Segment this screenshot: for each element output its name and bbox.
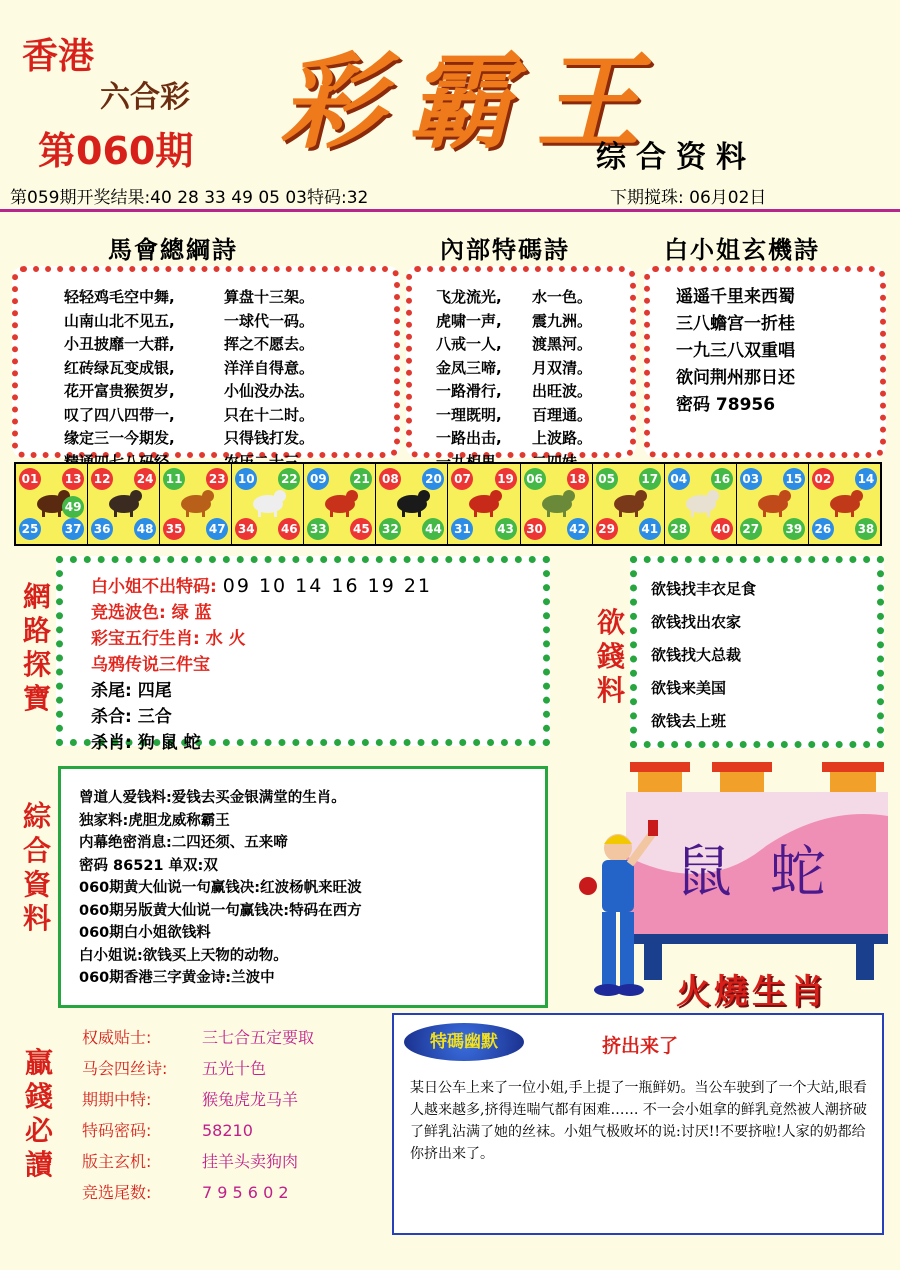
must-read-value: 猴兔虎龙马羊: [202, 1090, 299, 1109]
poem-second-half: 水一色。: [532, 288, 593, 306]
poem-line: [436, 333, 630, 357]
number-ball: 01: [19, 468, 41, 490]
number-ball: 16: [711, 468, 733, 490]
must-read-key: 权威贴士:: [82, 1028, 152, 1047]
poem-second-half: 一球代一码。: [224, 311, 315, 330]
must-read-row: [82, 1177, 382, 1208]
zodiac-cell: [665, 464, 737, 544]
board-zodiac-text: 鼠 蛇: [676, 840, 836, 905]
poem-second-half: 算盘十三架。: [224, 288, 315, 306]
money-box: [630, 556, 884, 748]
number-ball: 29: [596, 518, 618, 540]
number-ball: 02: [812, 468, 834, 490]
poem-first-half: 缘定三一今期发,: [64, 429, 175, 447]
number-ball: 26: [812, 518, 834, 540]
number-ball: 12: [91, 468, 113, 490]
money-lines: [651, 573, 877, 738]
number-ball: 04: [668, 468, 690, 490]
kill-tail-value: 四尾: [137, 681, 172, 701]
number-ball: 37: [62, 518, 84, 540]
poem-first-half: 一路出击,: [436, 429, 502, 447]
kill-zodiac-value: 狗 鼠 蛇: [137, 733, 201, 753]
poem-second-half: 月双清。: [532, 358, 593, 377]
must-read-label: 贏錢必讀: [24, 1046, 53, 1181]
zodiac-cell: [232, 464, 304, 544]
treasure-box: [56, 556, 550, 753]
miss-poem-line: 欲问荆州那日还: [676, 368, 795, 388]
zodiac-cell: [593, 464, 665, 544]
horse-poem-title: 馬會總綱詩: [108, 235, 238, 264]
must-read-list: [82, 1022, 382, 1208]
number-ball: 34: [235, 518, 257, 540]
not-special-row: [91, 573, 543, 600]
kill-he-row: [91, 704, 543, 730]
kill-he-label: 杀合:: [91, 707, 132, 727]
header-divider: [0, 209, 900, 212]
number-ball: 43: [495, 518, 517, 540]
zodiac-cell: [160, 464, 232, 544]
money-line: 欲钱找丰衣足食: [651, 580, 757, 598]
number-ball: 33: [307, 518, 329, 540]
must-read-row: [82, 1053, 382, 1084]
humor-body: 某日公车上来了一位小姐,手上提了一瓶鲜奶。当公车驶到了一个大站,眼看人越来越多,挤得连喘气都有困难…… 不一会小姐拿的鲜乳竟然被人潮挤破了鲜乳沾满了她的丝袜。小姐气极败坏的说:讨厌!!不要挤啦!人家的奶都给你挤出来了。: [410, 1080, 867, 1162]
number-ball: 49: [62, 496, 84, 518]
number-ball: 38: [855, 518, 877, 540]
number-ball: 18: [567, 468, 589, 490]
humor-box: [392, 1013, 884, 1235]
must-read-value: 三七合五定要取: [202, 1028, 315, 1047]
issue-number: 第060期: [38, 129, 194, 173]
info-line: 曾道人爱钱料:爱钱去买金银满堂的生肖。: [79, 790, 346, 806]
poem-line: [436, 427, 630, 451]
last-result: 第059期开奖结果:40 28 33 49 05 03特码:32: [10, 188, 369, 208]
number-ball: 20: [422, 468, 444, 490]
info-line: 内幕绝密消息:二四还须、五来啼: [79, 835, 288, 851]
must-read-key: 竞选尾数:: [82, 1183, 152, 1202]
number-ball: 48: [134, 518, 156, 540]
poem-first-half: 轻轻鸡毛空中舞,: [64, 288, 175, 306]
number-ball: 09: [307, 468, 329, 490]
must-read-key: 版主玄机:: [82, 1152, 152, 1171]
number-ball: 06: [524, 468, 546, 490]
money-line: 欲钱找出农家: [651, 613, 742, 631]
number-ball: 03: [740, 468, 762, 490]
humor-badge: 特碼幽默: [404, 1023, 524, 1061]
info-label: 綜合資料: [22, 800, 51, 935]
miss-poem-line: 密码 78956: [676, 395, 776, 415]
kill-zodiac-row: [91, 730, 543, 756]
info-line: 060期白小姐欲钱料: [79, 925, 211, 941]
inner-poem-lines: [436, 286, 630, 474]
miss-poem-lines: [676, 284, 880, 419]
poem-line: [436, 310, 630, 334]
poem-line: [436, 404, 630, 428]
must-read-key: 特码密码:: [82, 1121, 152, 1140]
page-title: 彩霸王: [280, 40, 665, 163]
must-read-value: 7 9 5 6 0 2: [202, 1183, 289, 1202]
number-ball: 17: [639, 468, 661, 490]
poem-line: [64, 380, 394, 404]
poem-line: [64, 333, 394, 357]
zodiac-cell: [16, 464, 88, 544]
poem-second-half: 百理通。: [532, 405, 593, 424]
horse-poem-lines: [64, 286, 394, 474]
poem-line: [64, 404, 394, 428]
number-ball: 31: [451, 518, 473, 540]
zodiac-cell: [88, 464, 160, 544]
number-ball: 40: [711, 518, 733, 540]
kill-zodiac-label: 杀肖:: [91, 733, 132, 753]
zodiac-cell: [809, 464, 880, 544]
zodiac-cell: [737, 464, 809, 544]
number-ball: 13: [62, 468, 84, 490]
poem-second-half: 只得钱打发。: [224, 429, 315, 447]
poem-first-half: 飞龙流光,: [436, 288, 502, 306]
page-subtitle: 综合资料: [596, 140, 756, 175]
number-ball: 25: [19, 518, 41, 540]
horse-poem-box: [12, 266, 400, 458]
money-line: 欲钱去上班: [651, 712, 727, 730]
number-ball: 35: [163, 518, 185, 540]
kill-tail-label: 杀尾:: [91, 681, 132, 701]
number-ball: 24: [134, 468, 156, 490]
number-ball: 15: [783, 468, 805, 490]
poem-first-half: 小丑披靡一大群,: [64, 335, 175, 353]
number-ball: 32: [379, 518, 401, 540]
number-ball: 47: [206, 518, 228, 540]
element-value: 水 火: [205, 629, 246, 649]
info-box: [58, 766, 548, 1008]
poem-first-half: 虎啸一声,: [436, 311, 502, 330]
element-label: 彩宝五行生肖:: [91, 629, 200, 649]
number-ball: 44: [422, 518, 444, 540]
money-label: 欲錢料: [596, 606, 625, 707]
number-ball: 39: [783, 518, 805, 540]
number-ball: 36: [91, 518, 113, 540]
poem-second-half: 出旺波。: [532, 382, 593, 400]
element-row: [91, 626, 543, 652]
poem-first-half: 叹了四八四带一,: [64, 405, 175, 424]
brand-hk: 香港: [22, 36, 95, 77]
must-read-value: 58210: [202, 1121, 253, 1140]
poem-first-half: 八戒一人,: [436, 335, 502, 353]
money-line: 欲钱找大总裁: [651, 646, 742, 664]
number-ball: 28: [668, 518, 690, 540]
number-ball: 45: [350, 518, 372, 540]
info-line: 白小姐说:欲钱买上天物的动物。: [79, 947, 288, 964]
number-ball: 21: [350, 468, 372, 490]
number-ball: 10: [235, 468, 257, 490]
poem-first-half: 山南山北不见五,: [64, 311, 175, 330]
zodiac-cell: [376, 464, 448, 544]
miss-poem-line: 遥遥千里来西蜀: [676, 287, 795, 307]
number-ball: 22: [278, 468, 300, 490]
miss-poem-line: 三八蟾宫一折桂: [676, 314, 795, 334]
poem-second-half: 小仙没办法。: [224, 382, 315, 400]
inner-poem-title: 內部特碼詩: [440, 235, 570, 264]
poem-line: [64, 357, 394, 381]
humor-title: 挤出来了: [601, 1035, 678, 1057]
poem-first-half: 花开富贵猴贺岁,: [64, 382, 175, 400]
poem-line: [436, 357, 630, 381]
must-read-row: [82, 1115, 382, 1146]
must-read-row: [82, 1084, 382, 1115]
must-read-key: 期期中特:: [82, 1090, 152, 1109]
not-special-numbers: 09 10 14 16 19 21: [222, 575, 432, 597]
number-ball: 08: [379, 468, 401, 490]
must-read-value: 挂羊头卖狗肉: [202, 1152, 299, 1171]
miss-poem-line: 一九三八双重唱: [676, 341, 795, 361]
number-ball: 46: [278, 518, 300, 540]
zodiac-cell: [304, 464, 376, 544]
number-ball: 42: [567, 518, 589, 540]
crow-legend: 乌鸦传说三件宝: [91, 655, 210, 675]
poem-line: [436, 286, 630, 310]
zodiac-number-table: [14, 462, 882, 546]
zodiac-cell: [448, 464, 520, 544]
number-ball: 19: [495, 468, 517, 490]
miss-poem-box: [644, 266, 886, 458]
poem-first-half: 红砖绿瓦变成银,: [64, 358, 175, 377]
poem-line: [64, 286, 394, 310]
kill-tail-row: [91, 678, 543, 704]
info-line: 密码 86521 单双:双: [79, 857, 218, 874]
poem-second-half: 渡黑河。: [532, 335, 593, 353]
not-special-label: 白小姐不出特码:: [91, 577, 217, 597]
treasure-label: 網路探寶: [22, 580, 51, 715]
number-ball: 07: [451, 468, 473, 490]
number-ball: 41: [639, 518, 661, 540]
kill-he-value: 三合: [137, 707, 172, 727]
poem-line: [64, 427, 394, 451]
number-ball: 05: [596, 468, 618, 490]
info-line: 060期另版黄大仙说一句赢钱决:特码在西方: [79, 902, 362, 919]
poem-first-half: 一路滑行,: [436, 382, 502, 400]
poem-second-half: 挥之不愿去。: [224, 335, 315, 353]
poem-line: [64, 310, 394, 334]
number-ball: 23: [206, 468, 228, 490]
next-draw-date: 下期搅珠: 06月02日: [610, 188, 767, 208]
wave-label: 竞选波色:: [91, 603, 166, 623]
poem-second-half: 上波路。: [532, 429, 593, 447]
info-line: 独家料:虎胆龙威称霸王: [79, 812, 230, 829]
number-ball: 14: [855, 468, 877, 490]
poem-second-half: 洋洋自得意。: [224, 358, 315, 377]
must-read-value: 五光十色: [202, 1059, 267, 1078]
info-line: 060期香港三字黄金诗:兰波中: [79, 970, 275, 986]
number-ball: 27: [740, 518, 762, 540]
money-line: 欲钱来美国: [651, 679, 727, 697]
number-ball: 11: [163, 468, 185, 490]
poem-first-half: 金凤三啼,: [436, 358, 502, 377]
number-ball: 30: [524, 518, 546, 540]
zodiac-cell: [521, 464, 593, 544]
fire-zodiac-caption: 火燒生肖: [676, 972, 828, 1012]
wave-row: [91, 600, 543, 626]
must-read-key: 马会四丝诗:: [82, 1059, 168, 1078]
miss-poem-title: 白小姐玄機詩: [664, 235, 820, 264]
poem-line: [436, 380, 630, 404]
must-read-row: [82, 1022, 382, 1053]
inner-poem-box: [406, 266, 636, 458]
wave-value: 绿 蓝: [171, 603, 212, 623]
poem-second-half: 只在十二时。: [224, 405, 315, 424]
poem-first-half: 一理既明,: [436, 405, 502, 424]
must-read-row: [82, 1146, 382, 1177]
brand-lottery: 六合彩: [100, 80, 190, 115]
info-lines: [79, 787, 545, 990]
poem-second-half: 震九洲。: [532, 311, 593, 330]
info-line: 060期黄大仙说一句赢钱决:红波杨帆来旺波: [79, 880, 362, 896]
